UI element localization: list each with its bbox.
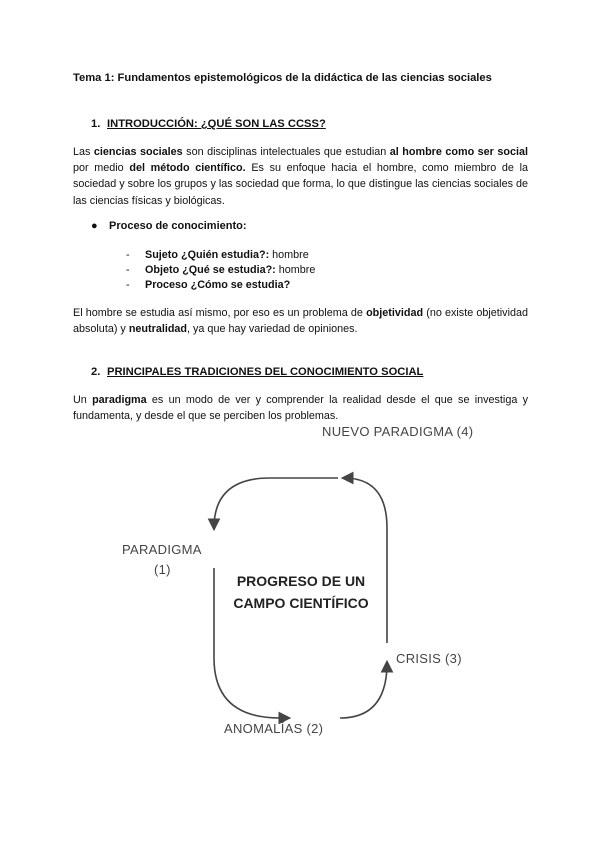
- section-1-title: INTRODUCCIÓN: ¿QUÉ SON LAS CCSS?: [107, 118, 326, 130]
- diagram-center-title: [216, 570, 386, 614]
- section-2-heading: [91, 366, 423, 378]
- paradigm-paragraph: Un paradigma es un modo de ver y comprender la realidad desde el que se investiga y fundamenta, y desde el que se perciben los problemas.: [73, 394, 528, 423]
- center-line-1: PROGRESO DE UN: [236, 573, 366, 589]
- arrow-nuevo-to-paradigma: [214, 478, 338, 528]
- section-2-title: PRINCIPALES TRADICIONES DEL CONOCIMIENTO SOCIAL: [107, 366, 424, 378]
- bullet-proceso: [91, 220, 247, 232]
- bullet-label: Proceso de conocimiento:: [109, 220, 247, 232]
- document-page: Tema 1: Fundamentos epistemológicos de la didáctica de las ciencias sociales 1. INTRODUCCIÓN: ¿QUÉ SON LAS CCSS? Las ciencias sociales son disciplinas intelectuales que estudian al hombre como ser social por medio del método científico. Es su enfoque hacia el hombre, como miembro de la sociedad y sobre los grupos y las sociedad que forma, lo que distingue las ciencias sociales de las ciencias físicas y biológicas. ● Proceso de conocimiento: - Sujeto ¿Quién estudia?: hombre - Objeto ¿Qué se estudia?: hombre - Proceso ¿Cómo se estudia? El hombre se estudia así mismo, por eso es un problema de objetividad (no existe objetividad absoluta) y neutralidad, ya que hay variedad de opiniones. 2. PRINCIPALES TRADICIONES DEL CONOCIMIENTO SOCIAL Un paradigma es un modo de ver y comprender la realidad desde el que se investiga y fundamenta, y desde el que se perciben los problemas. PARADIGMA (1) NUEVO PARADIGMA (4) CRISIS (3) ANOMALÍAS (2) PROGRESO DE UN CAMPO CIENTÍFICO: [0, 0, 600, 848]
- intro-paragraph: Las ciencias sociales son disciplinas intelectuales que estudian al hombre como ser social por medio del método científico. Es su enfoque hacia el hombre, como miembro de la sociedad y sobre los grupos y las sociedad que forma, lo que distingue las ciencias sociales de las ciencias físicas y biológicas.: [73, 146, 528, 207]
- section-2-number: 2.: [91, 366, 101, 378]
- label-anomalias: ANOMALÍAS (2): [224, 721, 324, 736]
- label-paradigma-number: (1): [154, 562, 171, 577]
- objectivity-paragraph: El hombre se estudia así mismo, por eso es un problema de objetividad (no existe objetividad absoluta) y neutralidad, ya que hay variedad de opiniones.: [73, 307, 528, 336]
- section-1-number: 1.: [91, 118, 101, 130]
- bullet-dot: ●: [91, 220, 98, 232]
- document-title: Tema 1: Fundamentos epistemológicos de la didáctica de las ciencias sociales: [73, 72, 492, 84]
- label-nuevo-paradigma: NUEVO PARADIGMA (4): [322, 424, 474, 439]
- center-line-2: CAMPO CIENTÍFICO: [233, 595, 369, 611]
- section-1-heading: [91, 118, 326, 130]
- label-crisis: CRISIS (3): [396, 651, 462, 666]
- arrow-anomalias-to-crisis: [340, 663, 387, 718]
- paradigm-cycle-diagram: [110, 418, 510, 748]
- label-paradigma: PARADIGMA: [122, 542, 202, 557]
- arrow-crisis-to-nuevo: [344, 478, 387, 643]
